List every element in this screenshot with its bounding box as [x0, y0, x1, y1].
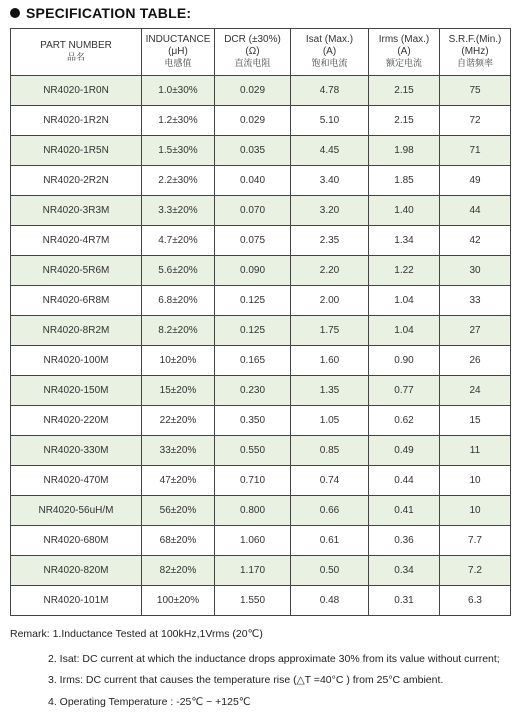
table-cell: NR4020-1R0N [11, 76, 142, 106]
table-cell: 2.15 [369, 106, 440, 136]
table-cell: 10 [440, 496, 511, 526]
table-cell: 1.0±30% [142, 76, 215, 106]
table-cell: 1.550 [215, 586, 291, 616]
column-header-zh: 额定电流 [385, 59, 422, 69]
table-cell: 2.00 [291, 286, 369, 316]
column-header-zh: 自谐频率 [456, 59, 493, 69]
table-cell: 82±20% [142, 556, 215, 586]
table-cell: 7.2 [440, 556, 511, 586]
table-cell: 33±20% [142, 436, 215, 466]
table-cell: NR4020-470M [11, 466, 142, 496]
table-cell: 0.74 [291, 466, 369, 496]
table-cell: 27 [440, 316, 511, 346]
column-header [11, 29, 142, 76]
table-cell: 15±20% [142, 376, 215, 406]
column-header-zh: 品名 [66, 53, 85, 63]
table-cell: 0.035 [215, 136, 291, 166]
table-cell: 0.165 [215, 346, 291, 376]
table-cell: 0.62 [369, 406, 440, 436]
column-header-en: Irms (Max.) [378, 34, 430, 45]
table-cell: 10±20% [142, 346, 215, 376]
table-row [11, 586, 511, 616]
table-cell: 0.075 [215, 226, 291, 256]
remark-4: 4. Operating Temperature : -25℃ ~ +125℃ [48, 696, 251, 708]
table-cell: 0.49 [369, 436, 440, 466]
table-cell: 24 [440, 376, 511, 406]
table-row [11, 106, 511, 136]
table-cell: NR4020-6R8M [11, 286, 142, 316]
table-cell: NR4020-680M [11, 526, 142, 556]
spec-title [10, 4, 191, 22]
table-row [11, 196, 511, 226]
table-cell: 1.2±30% [142, 106, 215, 136]
table-cell: 1.40 [369, 196, 440, 226]
remark-1: Remark: 1.Inductance Tested at 100kHz,1Vrms (20℃) [10, 628, 263, 640]
table-cell: 0.070 [215, 196, 291, 226]
table-row [11, 466, 511, 496]
spec-title-text: SPECIFICATION TABLE: [26, 5, 192, 21]
table-cell: 71 [440, 136, 511, 166]
table-row [11, 286, 511, 316]
table-cell: 0.66 [291, 496, 369, 526]
table-cell: 4.45 [291, 136, 369, 166]
column-header-unit: (A) [397, 46, 411, 57]
table-cell: 0.85 [291, 436, 369, 466]
table-cell: 2.35 [291, 226, 369, 256]
table-cell: NR4020-8R2M [11, 316, 142, 346]
column-header-zh: 直流电阻 [234, 59, 271, 69]
column-header [440, 29, 511, 76]
table-cell: 49 [440, 166, 511, 196]
table-row [11, 136, 511, 166]
table-row [11, 526, 511, 556]
table-cell: 0.029 [215, 106, 291, 136]
table-cell: 1.5±30% [142, 136, 215, 166]
header-row [11, 29, 511, 76]
column-header-zh: 饱和电流 [311, 59, 348, 69]
table-cell: NR4020-330M [11, 436, 142, 466]
table-cell: 0.230 [215, 376, 291, 406]
table-cell: 0.125 [215, 316, 291, 346]
column-header-en: DCR (±30%) [224, 34, 281, 45]
table-cell: 0.34 [369, 556, 440, 586]
table-cell: 33 [440, 286, 511, 316]
table-cell: 6.3 [440, 586, 511, 616]
table-row [11, 496, 511, 526]
table-cell: 3.3±20% [142, 196, 215, 226]
table-row [11, 556, 511, 586]
table-cell: 1.98 [369, 136, 440, 166]
table-cell: NR4020-150M [11, 376, 142, 406]
column-header [142, 29, 215, 76]
table-row [11, 166, 511, 196]
table-cell: 0.50 [291, 556, 369, 586]
column-header [215, 29, 291, 76]
table-cell: 44 [440, 196, 511, 226]
column-header-unit: (A) [322, 46, 337, 57]
table-cell: NR4020-1R5N [11, 136, 142, 166]
table-cell: 3.20 [291, 196, 369, 226]
table-cell: 0.090 [215, 256, 291, 286]
table-cell: 0.90 [369, 346, 440, 376]
table-cell: 0.550 [215, 436, 291, 466]
table-cell: NR4020-56uH/M [11, 496, 142, 526]
table-cell: 56±20% [142, 496, 215, 526]
column-header-en: INDUCTANCE [145, 34, 211, 45]
table-cell: NR4020-3R3M [11, 196, 142, 226]
table-cell: NR4020-220M [11, 406, 142, 436]
table-cell: NR4020-101M [11, 586, 142, 616]
table-cell: 3.40 [291, 166, 369, 196]
table-cell: 0.125 [215, 286, 291, 316]
table-cell: 1.34 [369, 226, 440, 256]
table-cell: 1.35 [291, 376, 369, 406]
table-cell: 1.85 [369, 166, 440, 196]
table-row [11, 346, 511, 376]
table-row [11, 376, 511, 406]
table-cell: 1.170 [215, 556, 291, 586]
table-cell: NR4020-100M [11, 346, 142, 376]
column-header-en: S.R.F.(Min.) [448, 34, 502, 45]
table-cell: 1.04 [369, 316, 440, 346]
table-cell: 0.040 [215, 166, 291, 196]
table-cell: 1.22 [369, 256, 440, 286]
table-cell: 2.20 [291, 256, 369, 286]
column-header-en: Isat (Max.) [305, 34, 354, 45]
column-header-unit: (μH) [168, 46, 188, 57]
table-cell: 47±20% [142, 466, 215, 496]
table-cell: 0.41 [369, 496, 440, 526]
bullet-icon [10, 8, 20, 18]
table-cell: 0.77 [369, 376, 440, 406]
column-header [291, 29, 369, 76]
table-cell: 0.029 [215, 76, 291, 106]
table-row [11, 226, 511, 256]
table-cell: 0.36 [369, 526, 440, 556]
table-cell: 4.78 [291, 76, 369, 106]
table-cell: 0.48 [291, 586, 369, 616]
table-cell: 1.060 [215, 526, 291, 556]
table-cell: 1.75 [291, 316, 369, 346]
table-cell: 72 [440, 106, 511, 136]
table-cell: 0.800 [215, 496, 291, 526]
table-cell: 0.44 [369, 466, 440, 496]
table-cell: 30 [440, 256, 511, 286]
spec-table [10, 28, 511, 616]
table-cell: NR4020-1R2N [11, 106, 142, 136]
table-row [11, 406, 511, 436]
column-header-unit: (Ω) [245, 46, 260, 57]
table-cell: 5.6±20% [142, 256, 215, 286]
table-cell: 1.04 [369, 286, 440, 316]
column-header-unit: (MHz) [461, 46, 489, 57]
table-cell: 0.31 [369, 586, 440, 616]
table-cell: 26 [440, 346, 511, 376]
table-cell: 0.350 [215, 406, 291, 436]
table-cell: 2.15 [369, 76, 440, 106]
column-header-zh: 电感值 [164, 59, 192, 69]
table-cell: 4.7±20% [142, 226, 215, 256]
table-cell: 1.60 [291, 346, 369, 376]
table-cell: 5.10 [291, 106, 369, 136]
table-cell: 100±20% [142, 586, 215, 616]
column-header [369, 29, 440, 76]
table-cell: 75 [440, 76, 511, 106]
table-row [11, 76, 511, 106]
table-cell: 0.710 [215, 466, 291, 496]
remark-3: 3. Irms: DC current that causes the temperature rise (△T =40°C ) from 25°C ambient. [48, 674, 444, 686]
table-cell: 8.2±20% [142, 316, 215, 346]
remark-2: 2. Isat: DC current at which the inductance drops approximate 30% from its value without current; [48, 653, 500, 665]
table-cell: 7.7 [440, 526, 511, 556]
table-cell: NR4020-5R6M [11, 256, 142, 286]
table-cell: 1.05 [291, 406, 369, 436]
spec-table-body [11, 76, 511, 616]
table-row [11, 316, 511, 346]
table-cell: 15 [440, 406, 511, 436]
table-cell: 68±20% [142, 526, 215, 556]
column-header-en: PART NUMBER [40, 40, 112, 51]
table-cell: 10 [440, 466, 511, 496]
table-cell: 42 [440, 226, 511, 256]
table-cell: 6.8±20% [142, 286, 215, 316]
table-cell: NR4020-4R7M [11, 226, 142, 256]
table-cell: 11 [440, 436, 511, 466]
table-row [11, 436, 511, 466]
table-cell: 2.2±30% [142, 166, 215, 196]
table-row [11, 256, 511, 286]
table-cell: 22±20% [142, 406, 215, 436]
table-cell: NR4020-820M [11, 556, 142, 586]
table-cell: 0.61 [291, 526, 369, 556]
spec-table-header [11, 29, 511, 76]
table-cell: NR4020-2R2N [11, 166, 142, 196]
